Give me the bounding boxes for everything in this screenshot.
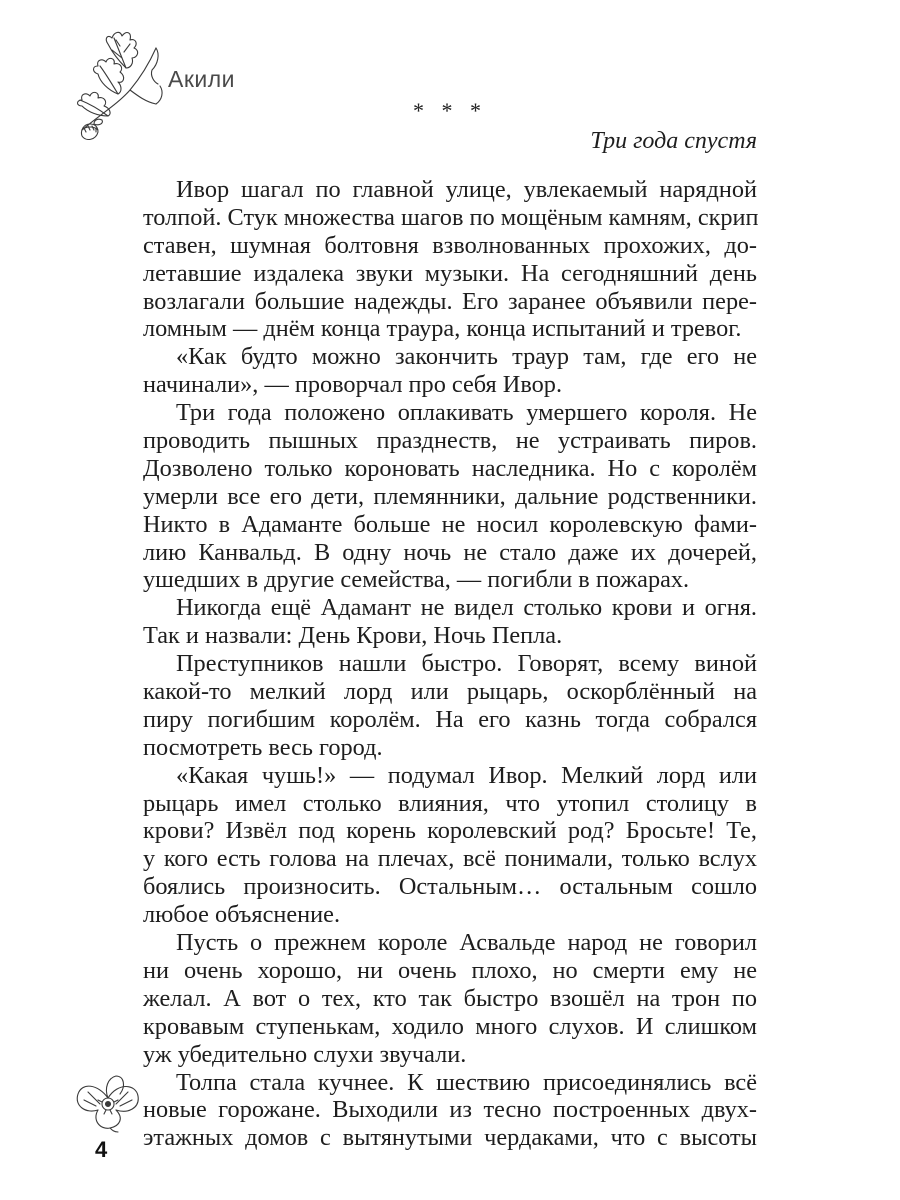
text-line: этажных домов с вытянутыми чердаками, что с высоты bbox=[143, 1124, 757, 1152]
text-line: Ивор шагал по главной улице, увлекаемый нарядной bbox=[176, 176, 757, 203]
text-line: толпой. Стук множества шагов по мощёным камням, скрип bbox=[143, 203, 759, 231]
text-line: боялись произносить. Остальным… остальным сошло bbox=[143, 873, 757, 901]
text-line: у кого есть голова на плечах, всё понимали, только вслух bbox=[143, 845, 757, 873]
body-text bbox=[143, 176, 757, 1152]
text-line: возлагали большие надежды. Его заранее объявили пере- bbox=[143, 287, 757, 315]
text-line: пиру погибшим королём. На его казнь тогда собрался bbox=[143, 705, 757, 733]
text-line: ломным — днём конца траура, конца испытаний и тревог. bbox=[143, 315, 742, 343]
text-line: лию Канвальд. В одну ночь не стало даже их дочерей, bbox=[143, 538, 757, 566]
section-subtitle: Три года спустя bbox=[590, 128, 757, 154]
text-line: какой-то мелкий лорд или рыцарь, оскорблённый на bbox=[143, 678, 757, 706]
text-line: «Какая чушь!» — подумал Ивор. Мелкий лорд или bbox=[176, 761, 757, 789]
text-line: летавшие издалека звуки музыки. На сегодняшний день bbox=[143, 259, 757, 287]
text-line: проводить пышных празднеств, не устраивать пиров. bbox=[143, 427, 757, 455]
text-line: Три года положено оплакивать умершего короля. Не bbox=[176, 399, 757, 427]
text-line: крови? Извёл под корень королевский род? Бросьте! Те, bbox=[143, 817, 757, 845]
text-line: Дозволено только короновать наследника. Но с королём bbox=[143, 454, 757, 482]
text-line: любое объяснение. bbox=[143, 901, 341, 929]
text-line: «Как будто можно закончить траур там, где его не bbox=[176, 343, 757, 371]
text-line: кровавым ступенькам, ходило много слухов. И слишком bbox=[143, 1012, 757, 1040]
text-line: Никто в Адаманте больше не носил королевскую фами- bbox=[143, 510, 757, 538]
text-line: Преступников нашли быстро. Говорят, всему виной bbox=[176, 650, 757, 678]
text-line: Пусть о прежнем короле Асвальде народ не говорил bbox=[176, 929, 757, 957]
text-line: уж убедительно слухи звучали. bbox=[143, 1040, 467, 1068]
text-line: начинали», — проворчал про себя Ивор. bbox=[143, 371, 563, 399]
text-line: новые горожане. Выходили из тесно построенных двух- bbox=[143, 1096, 757, 1124]
page-number: 4 bbox=[95, 1137, 108, 1162]
text-line: посмотреть весь город. bbox=[143, 733, 383, 761]
text-line: Так и назвали: День Крови, Ночь Пепла. bbox=[143, 622, 563, 650]
text-line: Никогда ещё Адамант не видел столько крови и огня. bbox=[176, 594, 757, 622]
text-line: Толпа стала кучнее. К шествию присоединялись всё bbox=[176, 1068, 757, 1096]
text-line: ни очень хорошо, ни очень плохо, но смерти ему не bbox=[143, 956, 757, 984]
text-line: ставен, шумная болтовня взволнованных прохожих, до- bbox=[143, 231, 757, 259]
text-line: рыцарь имел столько влияния, что утопил столицу в bbox=[143, 789, 757, 817]
text-line: желал. А вот о тех, кто так быстро взошёл на трон по bbox=[143, 984, 757, 1012]
running-header-title: Акили bbox=[168, 66, 236, 92]
poppy-flower-icon bbox=[70, 1064, 146, 1134]
section-separator: * * * bbox=[413, 98, 487, 123]
text-line: ушедших в другие семейства, — погибли в пожарах. bbox=[143, 566, 690, 594]
text-line: умерли все его дети, племянники, дальние родственники. bbox=[143, 482, 757, 510]
